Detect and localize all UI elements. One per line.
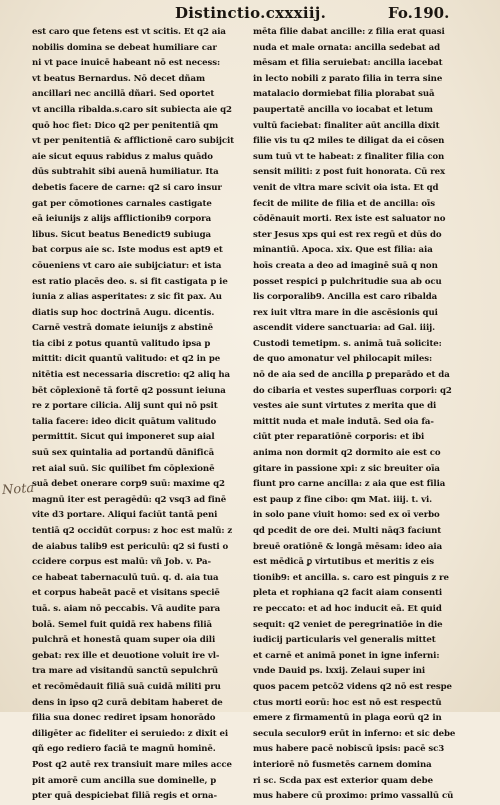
text-line: et recōmēdauit filiā suā cuidā militi pru [32, 681, 221, 692]
text-line: rex iuit vltra mare in die ascēsionis qui [253, 307, 438, 318]
text-line: venit de vltra mare scivit oia ista. Et qd [253, 182, 439, 193]
text-line: nō de aia sed de ancilla ꝑ preparādo et da [253, 370, 450, 381]
text-line: dūs subtrahit sibi auenā humiliatur. Ita [32, 167, 219, 178]
text-line: ri sc. Scda pax est exterior quam debe [253, 775, 433, 786]
text-line: gat per cōmotiones carnales castigate [32, 198, 212, 209]
text-line: re z portare cilicia. Alij sunt qui nō psit [32, 401, 218, 412]
text-line: Custodi temetipm. s. animā tuā solicite: [253, 338, 442, 349]
text-line: mus habere pacē nobiscū ipsis: pacē sc3 [253, 744, 445, 755]
text-line: filia sua donec rediret ipsam honorādo [32, 713, 216, 724]
text-line: vite d3 portare. Aliqui faciūt tantā peni [32, 510, 218, 521]
text-line: et carnē et animā ponet in igne inferni: [253, 650, 440, 661]
text-line: vt beatus Bernardus. Nō decet dñam [32, 73, 205, 84]
marginal-note: Nota [1, 480, 35, 499]
text-line: tra mare ad visitandū sanctū sepulchrū [32, 666, 219, 677]
text-line: eā ieiunijs z alijs afflictionib9 corpora [32, 214, 212, 225]
text-line: bēt cōplexionē tā fortē q2 possunt ieiuna [32, 385, 226, 396]
text-line: sequit: q2 veniet de peregrinatiōe in die [253, 619, 443, 630]
text-line: Carnē vestrā domate ieiunijs z abstinē [32, 323, 213, 334]
text-line: mittit nuda et male indutā. Sed oia fa- [253, 416, 434, 427]
text-line: quō hoc fiet: Dico q2 per penitentiā qm [32, 120, 219, 131]
text-line: mēsam et filia seruiebat: ancilla iacebat [253, 58, 443, 69]
running-title: Distinctio.cxxxiij. [175, 4, 327, 22]
text-line: iunia z alias asperitates: z sic fit pax. Au [32, 292, 222, 303]
text-line: gebat: rex ille et deuotione voluit ire vl- [32, 650, 220, 661]
text-line: qd pcedit de ore dei. Multi nāq3 faciunt [253, 526, 442, 536]
text-line: cōueniens vt caro aie subijciatur: et ista [32, 260, 222, 271]
text-line: secula seculor9 erūt in inferno: et sic debe [253, 728, 456, 739]
text-line: lis corporalib9. Ancilla est caro ribalda [253, 292, 438, 303]
text-line: bolā. Semel fuit quidā rex habens filiā [32, 619, 212, 630]
text-line: est paup z fine cibo: qm Mat. iiij. t. vi. [253, 494, 433, 505]
text-line: mēta filie dabat ancille: z filia erat quasi [253, 27, 445, 37]
text-line: paupertatē ancilla vo iocabat et letum [253, 104, 433, 115]
text-line: interiorē nō fusmetēs carnem domina [253, 759, 432, 770]
text-line: libus. Sicut beatus Benedict9 subiuga [32, 229, 211, 240]
text-line: talia facere: ideo dicit quātum valitudo [32, 416, 217, 427]
text-line: diatis sup hoc doctrinā Augu. dicentis. [32, 307, 215, 318]
text-line: nuda et male ornata: ancilla sedebat ad [253, 42, 441, 53]
text-line: tentiā q2 occidūt corpus: z hoc est malū: z [32, 526, 233, 536]
text-line: emere z firmamentū in plaga eorū q2 in [253, 713, 442, 724]
text-line: ciūt pter reparatiōnē corporis: et ibi [253, 432, 425, 443]
text-line: pter quā despiciebat filiā regis et orna- [32, 791, 217, 802]
text-line: re peccato: et ad hoc inducit eā. Et quid [253, 603, 442, 614]
text-line: ascendit videre sanctuaria: ad Gal. iiij. [253, 323, 436, 334]
text-line: pleta et rophiana q2 facit aiam consenti [253, 588, 443, 599]
text-line: debetis facere de carne: q2 si caro insur [32, 182, 222, 193]
text-line: nitētia est necessaria discretio: q2 aliq ha [32, 370, 230, 381]
text-line: ancillari nec ancillā dñari. Sed oportet [32, 89, 215, 100]
folio-number: Fo.190. [388, 4, 450, 22]
text-line: iudicij particularis vel generalis mittet [253, 635, 436, 646]
text-line: pit amorē cum ancilla sue dominelle, p [32, 775, 217, 786]
text-line: ni vt pace inuicē habeant nō est necess: [32, 58, 221, 69]
text-line: de aiabus talib9 est periculū: q2 si fusti o [32, 541, 229, 552]
text-line: vt ancilla ribalda.s.caro sit subiecta aie q2 [32, 104, 232, 115]
text-line: suū sex quintalia ad portandū dānificā [32, 448, 215, 459]
text-line: permittit. Sicut qui imponeret sup aial [32, 432, 215, 443]
text-line: in lecto nobili z parato filia in terra sine [253, 73, 443, 84]
text-line: fecit de milite de filia et de ancilla: oīs [253, 198, 435, 209]
right-text-column [253, 25, 465, 805]
text-line: de quo amonatur vel philocapit miles: [253, 354, 433, 365]
text-line: pulchrā et honestā quam super oia dili [32, 635, 216, 646]
text-line: cōdēnauit morti. Rex iste est saluator no [253, 214, 446, 225]
text-line: nobilis domina se debeat humiliare car [32, 42, 217, 53]
text-line: qñ ego rediero faciā te magnū hominē. [32, 744, 216, 755]
text-line: est caro que fetens est vt scitis. Et q2 aia [32, 27, 226, 37]
text-line: minantiū. Apoca. xix. Que est filia: aia [253, 245, 433, 256]
text-line: hoīs creata a deo ad imaginē suā q non [253, 260, 438, 271]
text-line: quos pacem petcō2 videns q2 nō est respe [253, 681, 452, 692]
text-line: filie vis tu q2 miles te diligat da ei cōsen [253, 136, 445, 147]
text-line: sensit militi: z post fuit honorata. Cū rex [253, 167, 445, 178]
text-line: est ratio placēs deo. s. si fit castigata p ie [32, 276, 228, 287]
text-line: ccidere corpus est malū: vñ Job. v. Pa- [32, 557, 211, 568]
text-line: vt per penitentiā & afflictionē caro subijcit [32, 136, 235, 147]
text-line: anima non dormit q2 dormito aie est co [253, 448, 441, 459]
text-line: est mēdicā ꝑ virtutibus et meritis z eis [253, 557, 434, 568]
text-line: Post q2 autē rex transiuit mare miles acce [32, 759, 232, 770]
text-line: gitare in passione xpi: z sic breuiter oīa [253, 463, 440, 474]
text-line: vnde Dauid ps. lxxij. Zelaui super ini [253, 666, 426, 677]
text-line: ret aial suū. Sic quilibet fm cōplexionē [32, 463, 215, 474]
text-line: do cibaria et vestes superfluas corpori: q2 [253, 385, 452, 396]
text-line: fiunt pro carne ancilla: z aia que est filia [253, 479, 446, 490]
text-line: et corpus habeāt pacē et visitans speciē [32, 588, 220, 599]
left-text-column [32, 25, 244, 805]
text-line: aie sicut equus rabidus z malus quādo [32, 151, 213, 162]
text-line: posset respici p pulchritudie sua ab ocu [253, 276, 442, 287]
text-line: diligēter ac fideliter ei seruiedo: z dixit ei [32, 728, 229, 739]
text-line: tionib9: et ancilla. s. caro est pinguis z re [253, 572, 449, 583]
text-line: suā debet onerare corp9 suū: maxime q2 [32, 479, 225, 490]
text-line: mus habere cū proximo: primo vassallū cū [253, 791, 454, 802]
text-line: sum tuū vt te habeat: z finaliter filia con [253, 151, 445, 162]
text-line: bat corpus aie sc. Iste modus est apt9 et [32, 245, 223, 256]
text-line: mittit: dicit quantū valitudo: et q2 in pe [32, 354, 221, 365]
text-line: magnū iter est peragēdū: q2 vsq3 ad finē [32, 494, 227, 505]
text-line: dens in ipso q2 curā debitam haberet de [32, 697, 223, 708]
text-line: tia cibi z potus quantū valitudo ipsa p [32, 338, 211, 349]
page-header [0, 4, 500, 24]
text-line: vultū faciebat: finaliter aūt ancilla dixit [253, 120, 440, 131]
text-line: tuā. s. aiam nō peccabis. Vā audite para [32, 603, 221, 614]
text-line: ster Jesus xps qui est rex regū et dūs do [253, 229, 442, 240]
text-line: ctus morti eorū: hoc est nō est respectū [253, 697, 442, 708]
text-line: ce habeat tabernaculū tuū. q. d. aia tua [32, 572, 219, 583]
text-line: vestes aie sunt virtutes z merita que di [253, 401, 437, 412]
text-line: matalacio dormiebat filia plorabat suā [253, 89, 435, 100]
text-line: in solo pane viuit homo: sed ex oī verbo [253, 510, 440, 521]
text-line: breuē oratiōnē & longā mēsam: ideo aia [253, 541, 443, 552]
